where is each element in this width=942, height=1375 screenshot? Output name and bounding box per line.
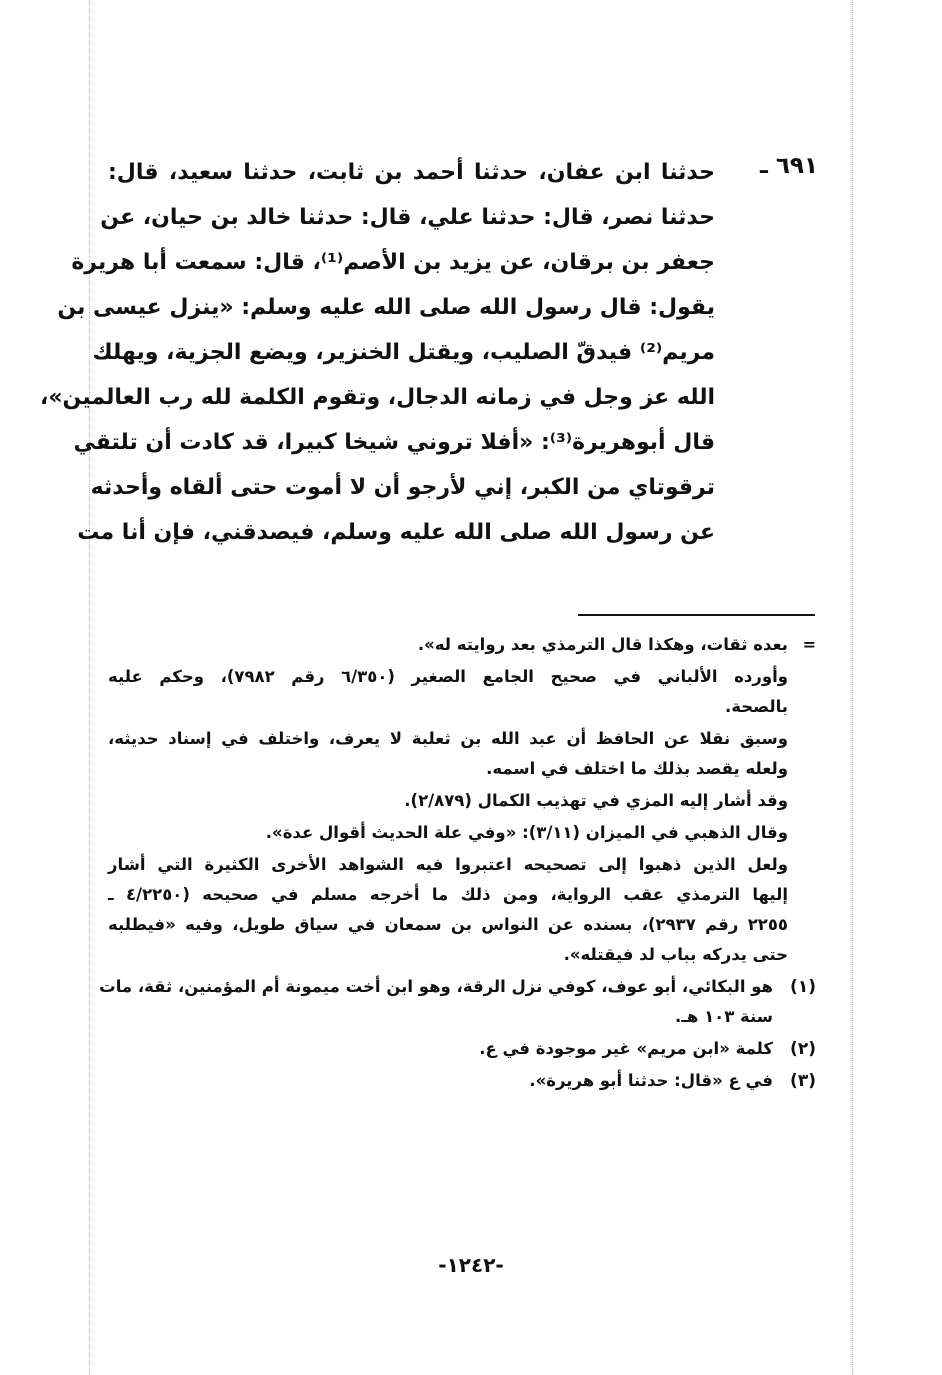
footnote-1: [99, 972, 816, 1032]
scan-edge-right: [852, 0, 853, 1375]
footnote-line: في ع «قال: حدثنا أبو هريرة».: [529, 1071, 773, 1090]
hadith-line: قال أبوهريرة⁽³⁾: «أفلا تروني شيخا كبيرا، قد كادت أن تلتقي: [73, 430, 715, 455]
hadith-line: يقول: قال رسول الله صلى الله عليه وسلم: «ينزل عيسى بن: [57, 295, 715, 320]
footnote-paragraph: [108, 662, 816, 722]
footnote-line: ولعل الذين ذهبوا إلى تصحيحه اعتبروا فيه الشواهد الأخرى الكثيرة التي أشار: [108, 855, 788, 874]
footnote-number: (٣): [790, 1071, 816, 1091]
hadith-line: حدثنا نصر، قال: حدثنا علي، قال: حدثنا خالد بن حيان، عن: [100, 205, 715, 230]
hadith-line: ترقوتاي من الكبر، إني لأرجو أن لا أموت حتى ألقاه وأحدثه: [90, 475, 715, 500]
hadith-line: جعفر بن برقان، عن يزيد بن الأصم⁽¹⁾، قال: سمعت أبا هريرة: [71, 250, 715, 275]
footnote-line: حتى يدركه بباب لد فيقتله».: [563, 945, 788, 964]
footnote-line: وقد أشار إليه المزي في تهذيب الكمال (٢/٨٧٩).: [404, 791, 788, 810]
hadith-line: مريم⁽²⁾ فيدقّ الصليب، ويقتل الخنزير، ويضع الجزية، ويهلك: [92, 340, 715, 365]
footnote-line: سنة ١٠٣ هـ.: [674, 1007, 773, 1026]
footnote-line: وأورده الألباني في صحيح الجامع الصغير (٦/٣٥٠ رقم ٧٩٨٢)، وحكم عليه: [108, 667, 788, 686]
footnote-line: كلمة «ابن مريم» غير موجودة في ع.: [479, 1039, 773, 1058]
footnote-number: (١): [790, 977, 816, 997]
footnote-paragraph: [108, 724, 816, 784]
footnote-line: وقال الذهبي في الميزان (٣/١١): «وفي علة الحديث أقوال عدة».: [265, 823, 788, 842]
hadith-number: ٦٩١ ـ: [760, 153, 818, 179]
scan-edge-left: [89, 0, 90, 1375]
continuation-marker: =: [802, 635, 816, 654]
footnote-line: هو البكائي، أبو عوف، كوفي نزل الرقة، وهو ابن أخت ميمونة أم المؤمنين، ثقة، مات: [99, 977, 773, 996]
footnote-line: ولعله يقصد بذلك ما اختلف في اسمه.: [486, 759, 788, 778]
footnote-line: بالصحة.: [724, 697, 788, 716]
page-number: -١٢٤٢-: [438, 1253, 504, 1277]
hadith-line: عن رسول الله صلى الله عليه وسلم، فيصدقني، فإن أنا مت: [77, 520, 715, 545]
footnote-2: [108, 1034, 816, 1064]
footnote-paragraph: [108, 786, 816, 816]
hadith-text: [39, 150, 715, 555]
footnote-3: [108, 1066, 816, 1096]
hadith-line: حدثنا ابن عفان، حدثنا أحمد بن ثابت، حدثنا سعيد، قال:: [108, 160, 715, 185]
footnote-paragraph: [108, 850, 816, 970]
footnote-line: بعده ثقات، وهكذا قال الترمذي بعد روايته له».: [417, 635, 788, 654]
footnote-line: ٢٢٥٥ رقم ٢٩٣٧)، بسنده عن النواس بن سمعان في سياق طويل، وفيه «فيطلبه: [108, 915, 788, 934]
footnote-line: إليها الترمذي عقب الرواية، ومن ذلك ما أخرجه مسلم في صحيحه (٤/٢٢٥٠ ـ: [108, 885, 788, 904]
hadith-line: الله عز وجل في زمانه الدجال، وتقوم الكلمة لله رب العالمين»،: [39, 385, 715, 410]
footnote-paragraph: [108, 818, 816, 848]
footnote-continuation: [108, 630, 816, 660]
footnote-separator: [578, 614, 815, 616]
footnote-number: (٢): [790, 1039, 816, 1059]
footnote-line: وسبق نقلا عن الحافظ أن عبد الله بن ثعلبة لا يعرف، واختلف في إسناد حديثه،: [108, 729, 788, 748]
footnotes: [99, 630, 816, 1098]
